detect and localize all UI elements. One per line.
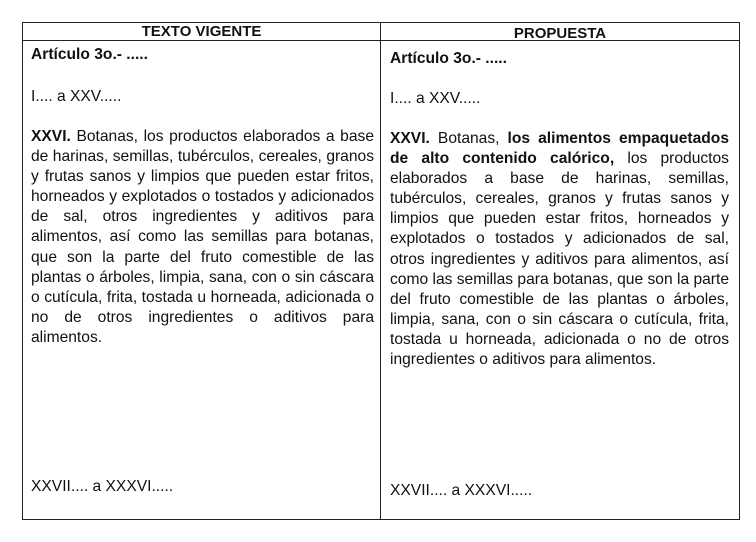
left-xxvi-text: Botanas, los productos elaborados a base de harinas, semillas, tubérculos, cereales, granos y frutas sanos y limpios que pueden estar fritos, horneados y explotados o tostados y adicionados de sal, otros ingredientes y aditivos para alimentos, así como las semillas para botanas, que son la parte del fruto comestible de las plantas o árboles, limpia, sana, con o sin cáscara o cutícula, frita, tostada u horneada, adicionada o no de otros ingredientes o aditivos para alimentos. [31,128,374,346]
right-fraction-xxvi [390,129,729,370]
left-range-start: I.... a XXV..... [31,88,122,105]
right-range-end: XXVII.... a XXXVI..... [390,482,533,499]
right-xxvi-label: XXVI. [390,130,430,147]
left-range-end: XXVII.... a XXXVI..... [31,478,174,495]
right-xxvi-plain-1: Botanas, [429,130,508,147]
right-xxvi-bold-insertion: los alimentos empaquetados de alto contenido calórico, [390,130,729,168]
header-texto-vigente: TEXTO VIGENTE [141,23,262,40]
left-article-heading: Artículo 3o.- ..... [31,46,148,63]
right-range-start: I.... a XXV..... [390,90,481,107]
right-article-heading: Artículo 3o.- ..... [390,50,507,67]
left-xxvi-label: XXVI. [31,128,71,145]
left-fraction-xxvi [31,127,374,348]
column-divider [380,23,381,519]
right-xxvi-plain-2: los productos elaborados a base de harinas, semillas, tubérculos, cereales, granos y frutas sanos y limpios que pueden estar fritos, horneados y explotados o tostados y adicionados de sal, otros ingredientes y aditivos para alimentos, así como las semillas para botanas, que son la parte del fruto comestible de las plantas o árboles, limpia, sana, con o sin cáscara o cutícula, frita, tostada u horneada, adicionada o no de otros ingredientes o aditivos para alimentos. [390,150,729,369]
header-propuesta: PROPUESTA [513,25,607,42]
comparison-table [22,22,740,520]
